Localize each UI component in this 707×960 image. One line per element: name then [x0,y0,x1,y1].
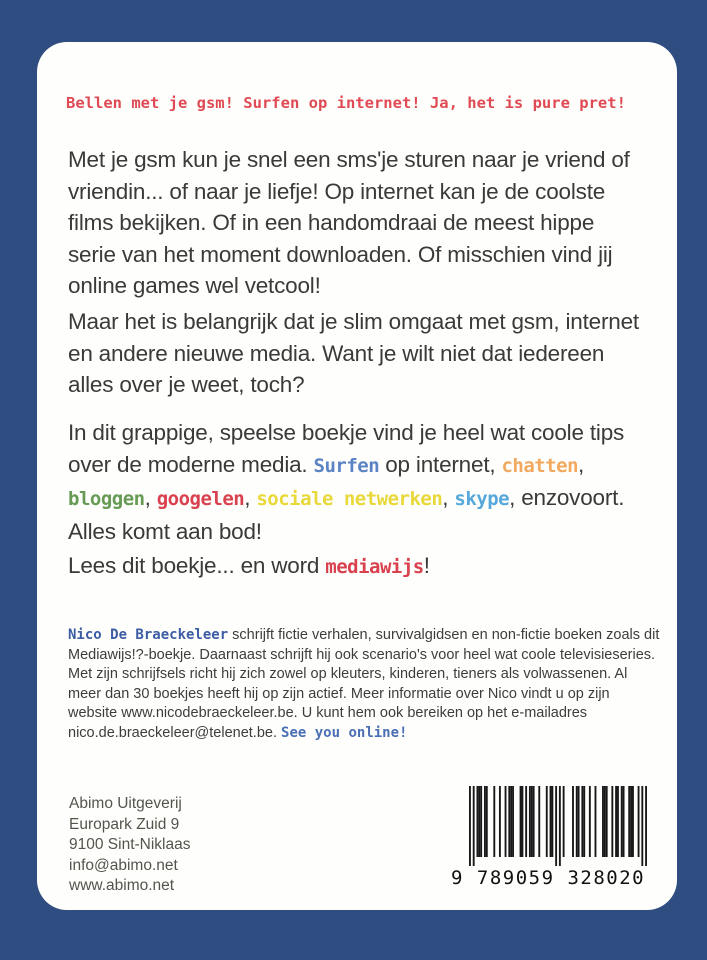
publisher-line: info@abimo.net [69,856,178,874]
barcode [449,786,665,894]
text-segment-author-name: Nico De Braeckeleer [68,627,229,643]
publisher-address-block [69,794,190,897]
text-segment-word-blue: Surfen [313,454,380,477]
barcode-bars [469,786,647,866]
closing-line [68,550,646,584]
text-segment-body: In dit grappige, speelse boekje vind je heel wat coole tips over de moderne media. [68,420,625,477]
text-segment-body: , [442,485,455,510]
text-segment-word-yellow: sociale netwerken [256,488,443,510]
text-segment-body: , [144,485,157,510]
isbn-number: 9 789059 328020 [451,867,646,889]
publisher-line: www.abimo.net [69,877,175,894]
text-segment-body: , [578,451,585,477]
text-segment-bio: schrijft fictie verhalen, survivalgidsen en non-fictie boeken zoals dit Mediawijs!?-boekje. Daarnaast schrijft hij ook scenario's voor heel wat coole televisieseries. Met zijn schrijfsels richt hij zich zowel op kleuters, kinderen, tieners als volwassenen. Al meer dan 30 boekjes heeft hij op zijn actief. Meer informatie over Nico vindt u op zijn website www.nicodebraeckeleer.be. U kunt hem ook bereiken op het e-mailadres nico.de.braeckeleer@telenet.be. [68,627,660,741]
text-segment-word-sky: skype [454,488,510,510]
text-segment-body: ! [423,553,430,578]
text-segment-word-green: bloggen [68,488,145,510]
text-segment-body: , [244,485,257,510]
tagline: Bellen met je gsm! Surfen op internet! Ja, het is pure pret! [66,94,626,112]
privacy-paragraph: Maar het is belangrijk dat je slim omgaat met gsm, internet en andere nieuwe media. Want je wilt niet dat iedereen alles over je weet, toch? [68,309,639,397]
text-segment-online-blue: See you online! [281,724,408,741]
publisher-line: Abimo Uitgeverij [69,795,182,812]
text-segment-word-red: googelen [156,488,245,510]
publisher-line: 9100 Sint-Niklaas [69,836,191,853]
topics-paragraph [68,417,646,547]
text-segment-word-red: mediawijs [325,556,424,578]
author-bio [68,626,662,743]
text-segment-body: Lees dit boekje... en word [68,553,326,578]
text-segment-body: op internet, [379,451,502,477]
text-segment-word-orange: chatten [501,454,579,477]
publisher-line: Europark Zuid 9 [69,815,180,833]
text-segment-body: , enzovoort. Alles komt aan bod! [68,485,625,544]
intro-paragraph: Met je gsm kun je snel een sms'je sturen naar je vriend of vriendin... of naar je liefje! Op internet kan je de coolste films bekijken. Of in een handomdraai de meest hippe serie van het moment downloaden. Of misschien vind jij online games wel vetcool! [68,147,630,298]
cover-card [37,42,677,910]
